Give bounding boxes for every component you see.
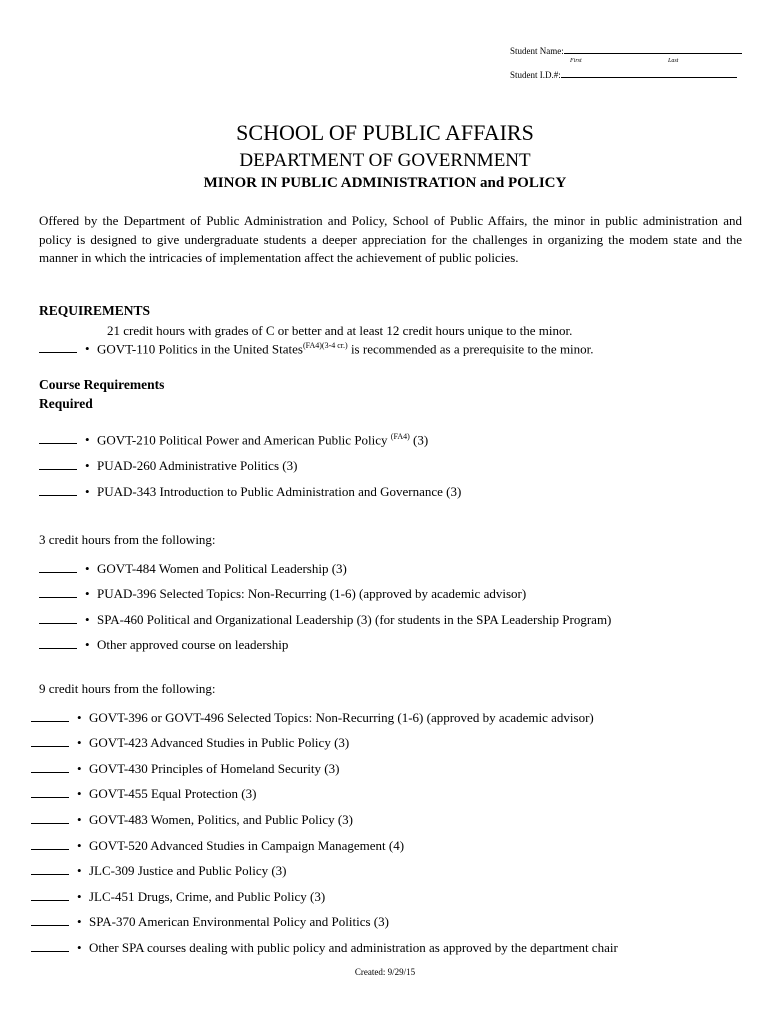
list-item [39,612,611,628]
list-item [31,735,349,751]
course-text: GOVT-210 Political Power and American Public Policy [97,432,391,448]
department-title: DEPARTMENT OF GOVERNMENT [239,150,531,171]
list-item [31,710,594,726]
course-text: GOVT-484 Women and Political Leadership (3) [97,561,347,576]
course-text: GOVT-483 Women, Politics, and Public Policy (3) [89,812,353,827]
bullet: • [85,341,90,357]
bullet: • [77,710,82,725]
bullet: • [77,838,82,853]
checkoff-blank[interactable] [31,873,69,875]
list-item [31,812,353,828]
checkoff-blank[interactable] [39,442,77,444]
list-item [31,914,389,930]
checkoff-blank[interactable] [31,745,69,747]
bullet: • [77,863,82,878]
course-text: SPA-460 Political and Organizational Leadership (3) (for students in the SPA Leadership Program) [97,612,612,627]
prereq-sup: (FA4)(3-4 cr.) [302,341,348,350]
list-item [39,586,526,602]
checkoff-blank[interactable] [31,848,69,850]
list-item [39,561,347,577]
course-text: JLC-451 Drugs, Crime, and Public Policy (3) [89,889,326,904]
last-label: Last [668,58,679,64]
student-id-label: Student I.D.#: [510,70,561,80]
student-name-label: Student Name: [510,46,564,56]
checkoff-blank[interactable] [31,950,69,952]
list-item [31,761,339,777]
checkoff-blank[interactable] [31,924,69,926]
student-id-field[interactable] [561,77,737,78]
first-label: First [570,58,582,64]
checkoff-blank[interactable] [31,796,69,798]
prereq-row [39,341,594,357]
course-sup: (FA4) [390,432,410,441]
course-text: GOVT-396 or GOVT-496 Selected Topics: Non-Recurring (1-6) (approved by academic advisor) [89,710,594,725]
bullet: • [85,561,90,576]
course-text: PUAD-396 Selected Topics: Non-Recurring (1-6) (approved by academic advisor) [97,586,527,601]
bullet: • [85,432,90,448]
bullet: • [77,812,82,827]
bullet: • [85,586,90,601]
list-item [39,637,288,653]
list-item [31,940,618,956]
bullet: • [85,458,90,473]
course-text: Other approved course on leadership [97,637,289,652]
course-text: PUAD-260 Administrative Politics (3) [97,458,298,473]
bullet: • [85,637,90,652]
list-item [31,889,325,905]
list-item [31,838,404,854]
course-text: GOVT-430 Principles of Homeland Security (3) [89,761,340,776]
prereq-after: is recommended as a prerequisite to the minor. [347,341,594,357]
bullet: • [77,914,82,929]
list-item [31,863,287,879]
course-text: GOVT-423 Advanced Studies in Public Policy (3) [89,735,350,750]
bullet: • [85,484,90,499]
checkoff-blank[interactable] [39,351,77,353]
section3-heading: 3 credit hours from the following: [39,532,216,547]
checkoff-blank[interactable] [31,822,69,824]
course-text: GOVT-520 Advanced Studies in Campaign Management (4) [89,838,405,853]
course-text: Other SPA courses dealing with public policy and administration as approved by the department chair [89,940,618,955]
checkoff-blank[interactable] [39,647,77,649]
course-text: GOVT-455 Equal Protection (3) [89,786,257,801]
course-text: SPA-370 American Environmental Policy and Politics (3) [89,914,389,929]
course-requirements-heading: Course Requirements [39,377,165,392]
checkoff-blank[interactable] [39,494,77,496]
bullet: • [77,735,82,750]
course-text: PUAD-343 Introduction to Public Administration and Governance (3) [97,484,462,499]
course-text: JLC-309 Justice and Public Policy (3) [89,863,287,878]
requirements-text: 21 credit hours with grades of C or better and at least 12 credit hours unique to the minor. [107,323,573,338]
bullet: • [77,940,82,955]
checkoff-blank[interactable] [31,771,69,773]
prereq-course: GOVT-110 Politics in the United States [97,341,303,357]
checkoff-blank[interactable] [39,622,77,624]
section9-heading: 9 credit hours from the following: [39,681,216,696]
checkoff-blank[interactable] [31,720,69,722]
bullet: • [77,889,82,904]
student-id-row [510,70,737,80]
bullet: • [85,612,90,627]
school-title: SCHOOL OF PUBLIC AFFAIRS [236,120,534,145]
course-after: (3) [409,432,429,448]
requirements-heading: REQUIREMENTS [39,303,151,318]
created-date: Created: 9/29/15 [354,967,416,977]
list-item [39,432,428,448]
checkoff-blank[interactable] [39,596,77,598]
student-name-field[interactable] [564,53,742,54]
bullet: • [77,786,82,801]
intro-paragraph: Offered by the Department of Public Administration and Policy, School of Public Affairs, the minor in public administration and policy is designed to give undergraduate students a deeper appreciation for the challenges in organizing the modem state and the manner in which the intricacies of implementation affect the achievement of public policies. [39,213,742,265]
checkoff-blank[interactable] [31,899,69,901]
list-item [39,484,461,500]
checkoff-blank[interactable] [39,468,77,470]
checkoff-blank[interactable] [39,571,77,573]
student-name-row [510,46,742,56]
bullet: • [77,761,82,776]
list-item [39,458,297,474]
required-subheading: Required [39,396,93,411]
minor-title: MINOR IN PUBLIC ADMINISTRATION and POLICY [203,175,567,191]
list-item [31,786,256,802]
